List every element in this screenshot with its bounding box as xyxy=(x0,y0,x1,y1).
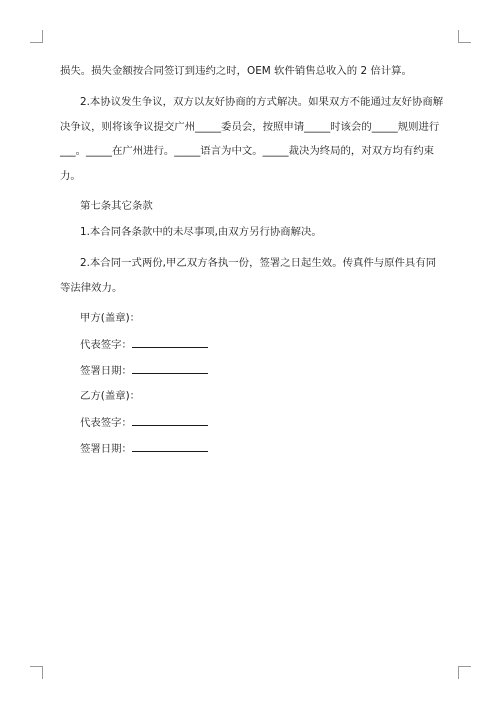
section-heading-article-7: 第七条其它条款 xyxy=(80,200,153,212)
party-a-representative-row: 代表签字： xyxy=(60,337,444,352)
party-b-signature-line[interactable] xyxy=(132,415,208,426)
paragraph-dispute: 2.本协议发生争议，双方以友好协商的方式解决。如果双方不能通过友好协商解决争议，则将该争议提交广州_____委员会，按照申请_____时该会的_____规则进行___。_____在广州进行。_____语言为中文。_____裁决为终局的，对双方均有约束力。 xyxy=(60,96,444,182)
paragraph-loss: 损失。损失金额按合同签订到违约之时，OEM 软件销售总收入的 2 倍计算。 xyxy=(60,65,412,77)
crop-mark-bottom-right xyxy=(458,666,471,679)
party-b-representative-row: 代表签字： xyxy=(60,415,444,430)
party-b-date-row: 签署日期： xyxy=(60,441,444,456)
paragraph-unresolved-matters: 1.本合同各条款中的未尽事项,由双方另行协商解决。 xyxy=(80,226,322,238)
party-a-signature-line[interactable] xyxy=(132,337,208,348)
crop-mark-top-right xyxy=(458,30,471,43)
party-a-seal-label: 甲方(盖章)： xyxy=(80,312,141,324)
document-body xyxy=(60,64,444,467)
party-b-seal-label: 乙方(盖章)： xyxy=(80,390,141,402)
party-a-date-row: 签署日期： xyxy=(60,363,444,378)
party-b-date-line[interactable] xyxy=(132,441,208,452)
crop-mark-bottom-left xyxy=(30,666,43,679)
paragraph-copies-validity: 2.本合同一式两份,甲乙双方各执一份，签署之日起生效。传真件与原件具有同等法律效力。 xyxy=(60,257,437,294)
crop-mark-top-left xyxy=(30,30,43,43)
party-a-date-line[interactable] xyxy=(132,363,208,374)
